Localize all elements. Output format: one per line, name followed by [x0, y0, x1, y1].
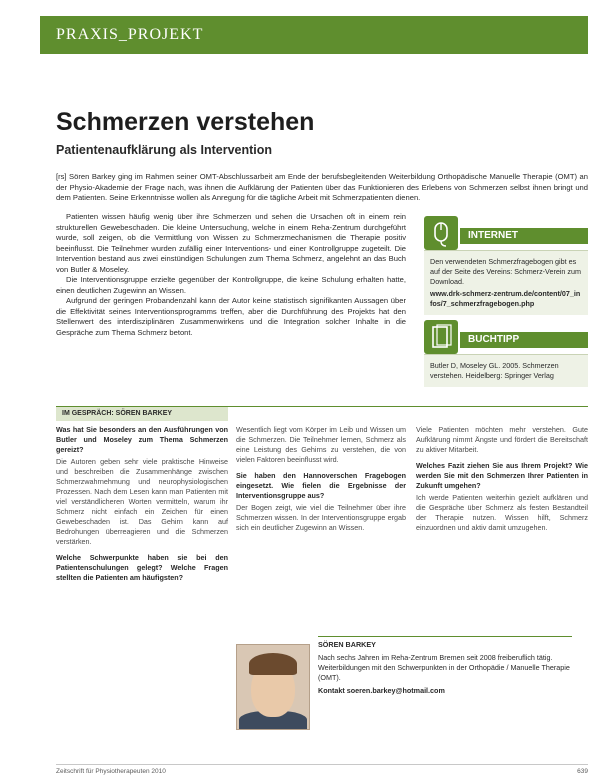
interview-answer: Viele Patienten möchten mehr verstehen. Gute Aufklärung nimmt Ängste und fördert die Bereitschaft zu aktiver Mitarbeit. — [416, 425, 588, 454]
footer-publication: Zeitschrift für Physiotherapeuten 2010 — [56, 768, 166, 775]
article-title: Schmerzen verstehen — [56, 108, 315, 136]
book-icon — [424, 320, 458, 354]
author-name: SÖREN BARKEY — [318, 636, 572, 650]
body-paragraph: Patienten wissen häufig wenig über ihre Schmerzen und sehen die Ursachen oft in einem rein strukturellen Gewebeschaden. Die kleine Untersuchung, welche in einem Reha-Zentrum durchgeführt wurde, soll zeigen, ob die Vermittlung von Wissen zu Schmerzmechanismen die Therapie positiv beeinflusst. Die Teilnehmer wurden zufällig einer Interventions- und einer Kontrollgruppe zugeteilt. Die Intervention bestand aus zwei einstündigen Schulungen zum Thema Schmerz, angelehnt an das Buch von Butler & Moseley. — [56, 212, 406, 274]
interview-answer: Die Autoren geben sehr viele praktische Hinweise und beschreiben die Zusammenhänge zwischen Schmerzwahrnehmung und neurophysiologischen Prozessen. Nach dem Lesen kann man Patienten mit viel verständlicheren Worten vermitteln, warum ihr Schmerz nicht einfach ein Zeichen für einen Gewebeschaden ist. Das Gehirn kann auf Bedrohungen überreagieren und die Schmerzen verstärken. — [56, 457, 228, 546]
internet-text: Den verwendeten Schmerzfragebogen gibt es auf der Seite des Vereins: Schmerz-Verein zum Download. — [430, 257, 582, 286]
author-contact[interactable]: Kontakt soeren.barkey@hotmail.com — [318, 686, 445, 695]
interview-label: IM GESPRÄCH: SÖREN BARKEY — [56, 407, 228, 421]
section-header-band — [40, 16, 588, 54]
author-box — [236, 636, 572, 736]
mouse-icon — [424, 216, 458, 250]
interview-question: Welches Fazit ziehen Sie aus Ihrem Projekt? Wie werden Sie mit den Schmerzen Ihrer Patienten in Zukunft umgehen? — [416, 461, 588, 490]
article-subtitle: Patientenaufklärung als Intervention — [56, 143, 273, 157]
internet-link[interactable]: www.drk-schmerz-zentrum.de/content/07_infos/7_schmerzfragebogen.php — [430, 289, 581, 309]
page-footer — [56, 764, 588, 775]
article-page — [40, 16, 588, 776]
interview-column-1 — [56, 425, 228, 585]
author-bio: Nach sechs Jahren im Reha-Zentrum Bremen seit 2008 freiberuflich tätig. Weiterbildungen mit den Schwerpunkten in der Orthopädie / Manuelle Therapie (OMT). — [318, 653, 570, 682]
page-number: 639 — [577, 768, 588, 775]
interview-question: Sie haben den Hannoverschen Fragebogen eingesetzt. Wie fielen die Ergebnisse der Interventionsgruppe aus? — [236, 471, 406, 500]
interview-question: Welche Schwerpunkte haben sie bei den Patientenschulungen gelegt? Welche Fragen stellten die Patienten am häufigsten? — [56, 553, 228, 582]
book-content: Butler D, Moseley GL. 2005. Schmerzen verstehen. Heidelberg: Springer Verlag — [424, 354, 588, 387]
interview-answer: Ich werde Patienten weiterhin gezielt aufklären und die Gespräche über Schmerz als festen Bestandteil der Therapie nutzen. Wissen hilft, Schmerz einzuordnen und aktiv damit umzugehen. — [416, 493, 588, 532]
interview-section — [56, 406, 588, 582]
body-paragraph: Die Interventionsgruppe erzielte gegenüber der Kontrollgruppe, die keine Schulung erhalten hatte, einen deutlichen Zugewinn an Wissen. — [56, 275, 406, 295]
author-photo — [236, 644, 310, 730]
article-body — [56, 212, 406, 338]
interview-column-2 — [236, 425, 406, 539]
section-label: PRAXIS_PROJEKT — [56, 26, 204, 43]
book-label: BUCHTIPP — [460, 332, 588, 348]
interview-answer: Wesentlich liegt vom Körper im Leib und Wissen um die Schmerzen. Die Teilnehmer lernen, Schmerz als eine Leistung des Gehirns zu verstehen, die von vielen Faktoren beeinflusst wird. — [236, 425, 406, 464]
interview-column-3 — [416, 425, 588, 539]
author-info — [318, 636, 572, 696]
body-paragraph: Aufgrund der geringen Probandenzahl kann der Autor keine statistisch signifikanten Aussagen über die Effektivität seines Interventionsprogramms treffen, aber die Durchführung des Projekts hat den Stellenwert des interdisziplinären Zusammenwirkens und die Integration solcher Inhalte in die Gespräche zum Thema Schmerz betont. — [56, 296, 406, 337]
interview-answer: Der Bogen zeigt, wie viel die Teilnehmer über ihre Schmerzen wissen. In der Interventionsgruppe ergab sich ein deutlicher Zugewinn an Wissen. — [236, 503, 406, 532]
interview-question: Was hat Sie besonders an den Ausführungen von Butler und Moseley zum Thema Schmerzen gereizt? — [56, 425, 228, 454]
internet-content — [424, 250, 588, 315]
article-lead: [rs] Sören Barkey ging im Rahmen seiner OMT-Abschlussarbeit am Ende der berufsbegleitenden Weiterbildung Orthopädische Manuelle Therapie (OMT) an der Physio-Akademie der Frage nach, was ihnen die Aufklärung der Patienten über das Funktionieren des Erlebens von Schmerzen selbst ihnen bringt und dem Patienten. Seine Erkenntnisse wollen als Anregung für die tägliche Arbeit mit Schmerzpatienten dienen. — [56, 172, 588, 202]
internet-label: INTERNET — [460, 228, 588, 244]
